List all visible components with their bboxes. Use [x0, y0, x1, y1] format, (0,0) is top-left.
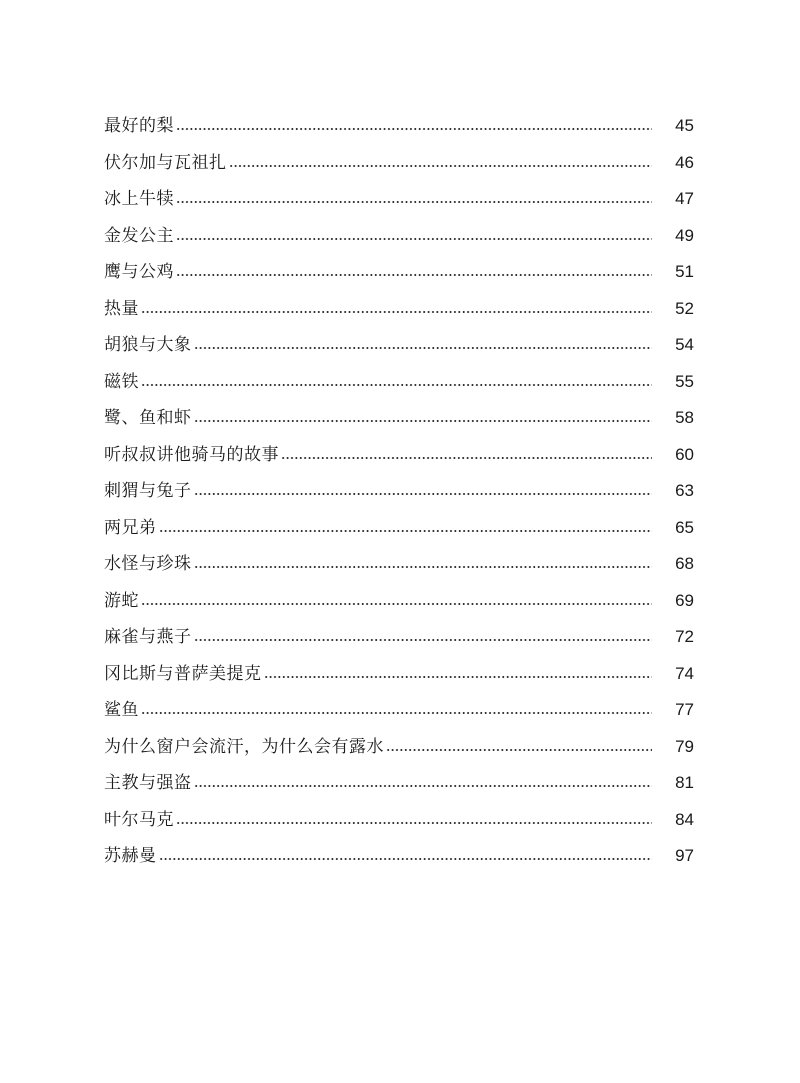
toc-entry — [104, 510, 694, 547]
toc-entry-page-number: 52 — [675, 298, 694, 318]
toc-dot-leader — [194, 493, 653, 495]
toc-entry-page-number: 46 — [675, 152, 694, 172]
toc-entry — [104, 400, 694, 437]
toc-dot-leader — [229, 165, 653, 167]
toc-entry-page-number: 58 — [675, 408, 694, 427]
toc-entry-title: 胡狼与大象 — [104, 335, 192, 355]
toc-entry — [104, 802, 694, 839]
toc-dot-leader — [194, 420, 653, 422]
toc-entry-page-number: 63 — [675, 481, 694, 500]
toc-entry-title: 鹰与公鸡 — [104, 262, 174, 282]
toc-dot-leader — [281, 457, 652, 459]
toc-entry-title: 磁铁 — [104, 371, 139, 392]
toc-entry-title: 麻雀与燕子 — [104, 627, 192, 647]
toc-entry-title: 伏尔加与瓦祖扎 — [104, 152, 227, 173]
toc-entry-page-number: 47 — [675, 189, 694, 208]
toc-entry-title: 热量 — [104, 298, 139, 319]
toc-entry-title: 主教与强盗 — [104, 773, 192, 793]
toc-entry — [104, 656, 694, 693]
toc-dot-leader — [141, 311, 652, 313]
toc-entry-page-number: 54 — [675, 335, 694, 354]
toc-entry-title: 两兄弟 — [104, 517, 157, 538]
toc-entry — [104, 364, 694, 401]
toc-dot-leader — [176, 822, 652, 824]
toc-dot-leader — [176, 128, 652, 130]
toc-entry-title: 刺猬与兔子 — [104, 481, 192, 501]
toc-entry-title: 苏赫曼 — [104, 846, 157, 866]
toc-entry-page-number: 55 — [675, 371, 694, 391]
toc-entry — [104, 254, 694, 291]
toc-dot-leader — [159, 530, 653, 532]
toc-dot-leader — [194, 347, 653, 349]
toc-entry — [104, 291, 694, 328]
toc-entry — [104, 546, 694, 583]
toc-entry — [104, 838, 694, 875]
toc-dot-leader — [264, 676, 653, 678]
toc-dot-leader — [159, 858, 653, 860]
toc-entry-page-number: 45 — [675, 116, 694, 135]
toc-entry — [104, 583, 694, 620]
toc-entry-title: 水怪与珍珠 — [104, 554, 192, 574]
toc-dot-leader — [176, 238, 652, 240]
toc-entry-title: 冈比斯与普萨美提克 — [104, 663, 262, 684]
toc-dot-leader — [141, 603, 652, 605]
toc-entry-title: 金发公主 — [104, 225, 174, 246]
toc-entry-title: 鲨鱼 — [104, 700, 139, 720]
toc-dot-leader — [141, 384, 652, 386]
toc-dot-leader — [194, 785, 653, 787]
toc-entry-page-number: 79 — [675, 736, 694, 756]
toc-entry-page-number: 74 — [675, 663, 694, 683]
toc-entry-page-number: 69 — [675, 590, 694, 610]
toc-entry-page-number: 72 — [675, 627, 694, 646]
toc-entry-page-number: 77 — [675, 700, 694, 719]
toc-entry — [104, 108, 694, 145]
toc-dot-leader — [141, 712, 652, 714]
toc-dot-leader — [386, 749, 652, 751]
toc-entry — [104, 218, 694, 255]
toc-entry-page-number: 84 — [675, 809, 694, 829]
toc-entry — [104, 473, 694, 510]
toc-entry — [104, 145, 694, 182]
toc-entry-title: 叶尔马克 — [104, 809, 174, 830]
toc-entry-page-number: 51 — [675, 262, 694, 281]
toc-dot-leader — [194, 639, 653, 641]
toc-entry-title: 冰上牛犊 — [104, 189, 174, 209]
toc-entry — [104, 765, 694, 802]
table-of-contents — [104, 108, 694, 875]
toc-entry-page-number: 49 — [675, 225, 694, 245]
toc-entry — [104, 327, 694, 364]
toc-entry-title: 游蛇 — [104, 590, 139, 611]
toc-entry-title: 为什么窗户会流汗，为什么会有露水 — [104, 736, 384, 757]
toc-dot-leader — [176, 274, 652, 276]
toc-entry — [104, 437, 694, 474]
toc-entry-title: 鹭、鱼和虾 — [104, 408, 192, 428]
toc-dot-leader — [194, 566, 653, 568]
toc-entry-page-number: 81 — [675, 773, 694, 792]
toc-entry-page-number: 97 — [675, 846, 694, 865]
toc-entry-page-number: 65 — [675, 517, 694, 537]
toc-dot-leader — [176, 201, 652, 203]
toc-entry-title: 听叔叔讲他骑马的故事 — [104, 444, 279, 465]
toc-entry-page-number: 60 — [675, 444, 694, 464]
toc-entry — [104, 181, 694, 218]
toc-entry — [104, 729, 694, 766]
toc-entry-title: 最好的梨 — [104, 116, 174, 136]
toc-entry — [104, 692, 694, 729]
toc-entry-page-number: 68 — [675, 554, 694, 573]
toc-entry — [104, 619, 694, 656]
